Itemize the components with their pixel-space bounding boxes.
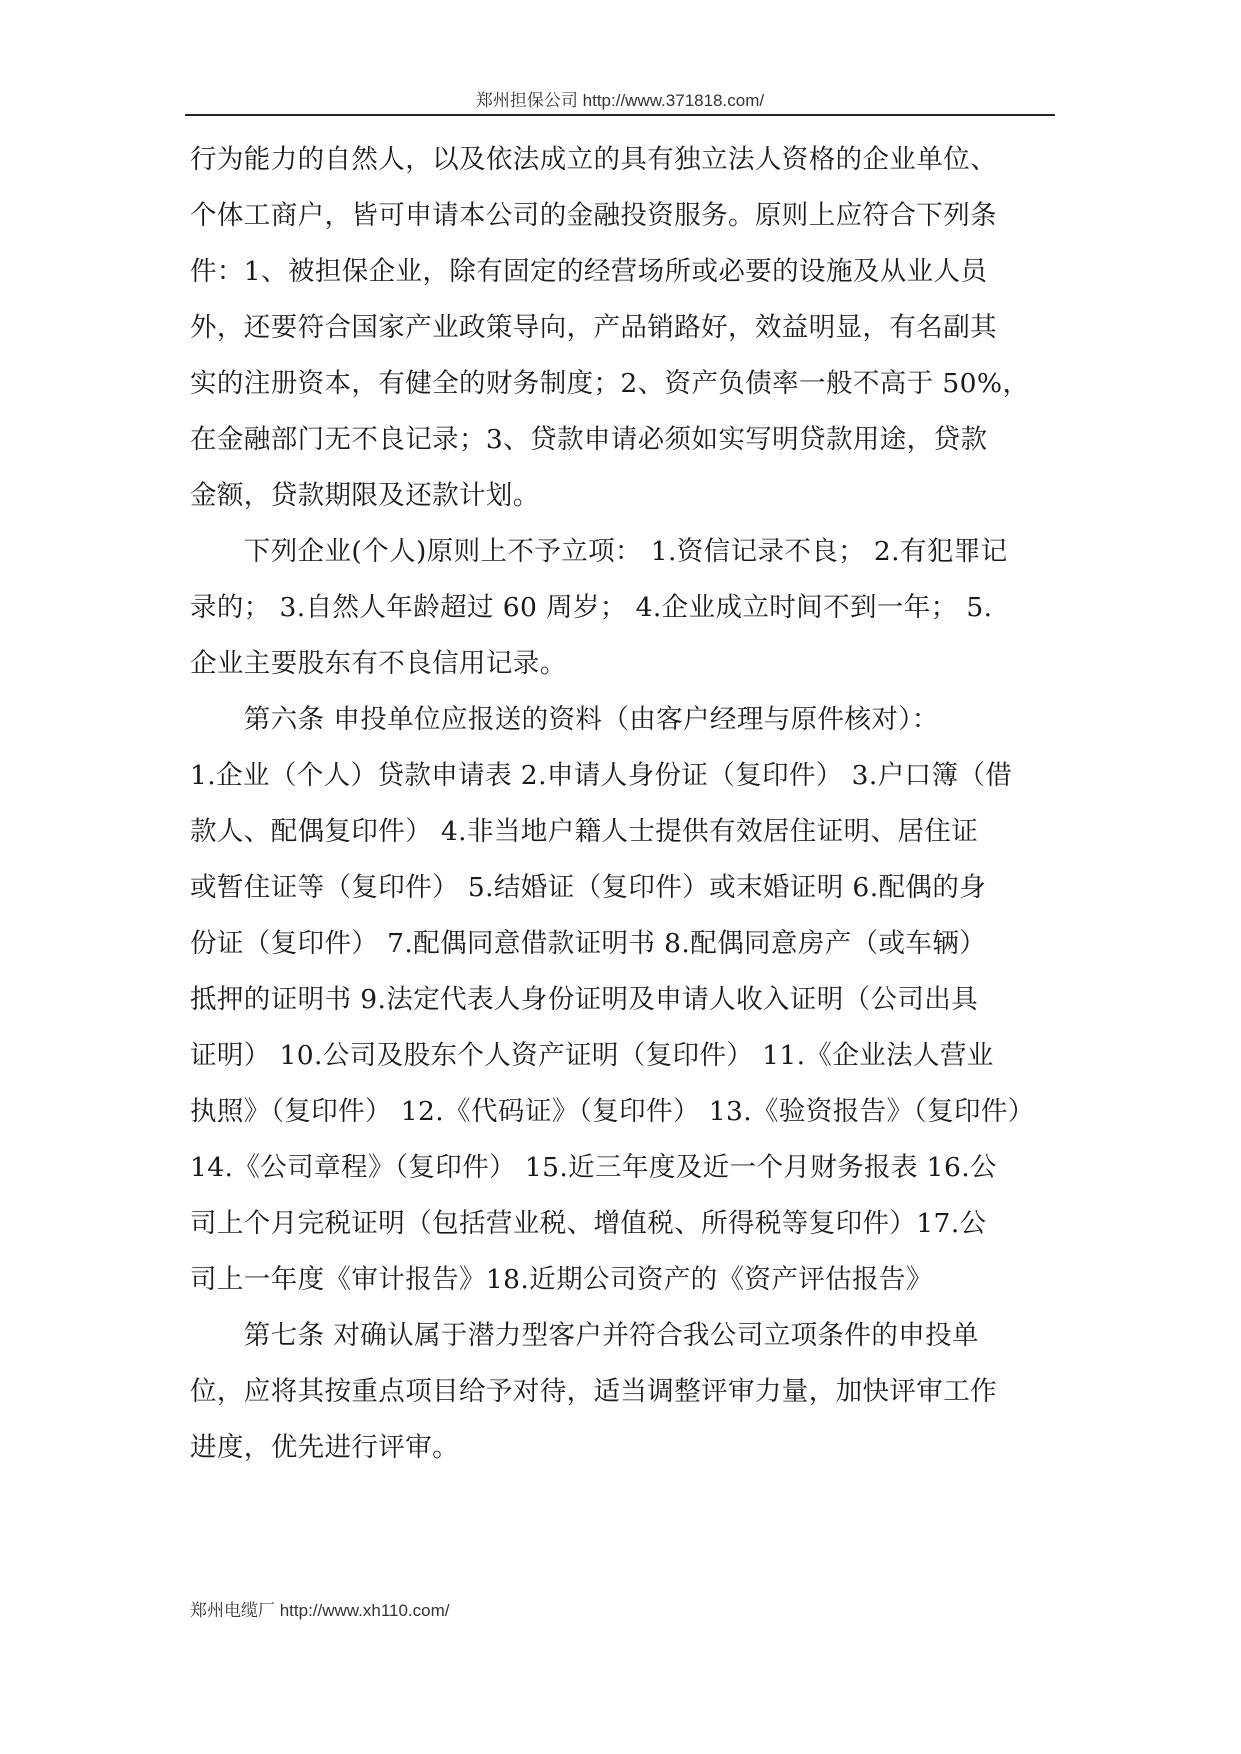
text-line: 个体工商户，皆可申请本公司的金融投资服务。原则上应符合下列条 [190,200,997,231]
text-line: 金额，贷款期限及还款计划。 [190,480,540,511]
text-line: 实的注册资本，有健全的财务制度；2、资产负债率一般不高于 50%， [190,368,1030,399]
text-line: 第七条 对确认属于潜力型客户并符合我公司立项条件的申投单 [190,1320,979,1351]
text-line: 第六条 申投单位应报送的资料（由客户经理与原件核对）： [190,704,939,735]
text-line: 进度，优先进行评审。 [190,1432,459,1463]
text-line: 司上一年度《审计报告》18.近期公司资产的《资产评估报告》 [190,1264,933,1295]
text-line: 款人、配偶复印件） 4.非当地户籍人士提供有效居住证明、居住证 [190,816,979,847]
text-line: 件：1、被担保企业，除有固定的经营场所或必要的设施及从业人员 [190,256,988,287]
text-line: 执照》（复印件） 12.《代码证》（复印件） 13.《验资报告》（复印件） [190,1096,1035,1127]
page-footer: 郑州电缆厂 http://www.xh110.com/ [190,1601,450,1620]
text-line: 企业主要股东有不良信用记录。 [190,648,567,679]
text-line: 位，应将其按重点项目给予对待，适当调整评审力量，加快评审工作 [190,1376,997,1407]
text-line: 行为能力的自然人，以及依法成立的具有独立法人资格的企业单位、 [190,144,997,175]
text-line: 证明） 10.公司及股东个人资产证明（复印件） 11.《企业法人营业 [190,1040,994,1071]
text-line: 下列企业(个人)原则上不予立项： 1.资信记录不良； 2.有犯罪记 [190,536,1008,567]
text-line: 1.企业（个人）贷款申请表 2.申请人身份证（复印件） 3.户口簿（借 [190,760,1013,791]
text-line: 司上个月完税证明（包括营业税、增值税、所得税等复印件）17.公 [190,1208,987,1239]
page-header: 郑州担保公司 http://www.371818.com/ [475,91,765,110]
text-line: 抵押的证明书 9.法定代表人身份证明及申请人收入证明（公司出具 [190,984,979,1015]
text-line: 份证（复印件） 7.配偶同意借款证明书 8.配偶同意房产（或车辆） [190,928,987,959]
text-line: 在金融部门无不良记录；3、贷款申请必须如实写明贷款用途，贷款 [190,424,988,455]
document-body [190,132,1050,1476]
text-line: 外，还要符合国家产业政策导向，产品销路好，效益明显，有名副其 [190,312,997,343]
text-line: 或暂住证等（复印件） 5.结婚证（复印件）或末婚证明 6.配偶的身 [190,872,987,903]
text-line: 14.《公司章程》（复印件） 15.近三年度及近一个月财务报表 16.公 [190,1152,997,1183]
header-divider [185,114,1055,116]
text-line: 录的； 3.自然人年龄超过 60 周岁； 4.企业成立时间不到一年； 5. [190,592,993,623]
